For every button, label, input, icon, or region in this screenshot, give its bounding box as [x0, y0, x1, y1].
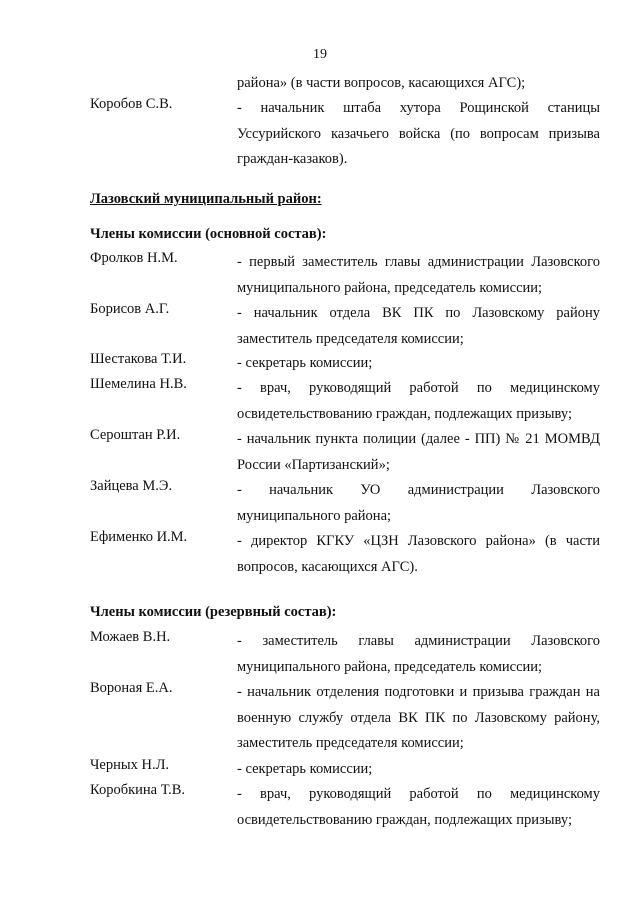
text-line: - начальник отделения подготовки и призыва граждан на	[237, 684, 600, 700]
member-name: Фролков Н.М.	[90, 250, 178, 266]
member-name: Сероштан Р.И.	[90, 427, 181, 443]
member-name: Зайцева М.Э.	[90, 478, 173, 494]
text-line: освидетельствованию граждан, подлежащих призыву;	[237, 405, 572, 422]
member-name: Черных Н.Л.	[90, 757, 170, 773]
text-line: освидетельствованию граждан, подлежащих призыву;	[237, 811, 572, 828]
text-line: Уссурийского казачьего войска (по вопросам призыва	[237, 125, 600, 142]
text-line: - врач, руководящий работой по медицинскому	[237, 786, 600, 802]
text-line: военную службу отдела ВК ПК по Лазовскому району,	[237, 709, 600, 726]
text-line: муниципального района, председатель комиссии;	[237, 279, 543, 296]
text-line: - секретарь комиссии;	[237, 761, 373, 777]
page-number: 19	[313, 47, 327, 62]
text-line: - начальник УО администрации Лазовского	[237, 482, 600, 498]
text-line: заместитель председателя комиссии;	[237, 330, 464, 347]
text-line: муниципального района;	[237, 507, 392, 524]
text-line: - начальник пункта полиции (далее - ПП) № 21 МОМВД	[237, 431, 600, 447]
member-name: Коробкина Т.В.	[90, 782, 186, 798]
text-line: - заместитель главы администрации Лазовского	[237, 633, 600, 649]
text-line: - директор КГКУ «ЦЗН Лазовского района» (в части	[237, 533, 600, 549]
text-line: - начальник штаба хутора Рощинской станицы	[237, 100, 600, 116]
member-name: Вороная Е.А.	[90, 680, 173, 696]
main-composition-heading: Члены комиссии (основной состав):	[90, 226, 327, 242]
member-name: Борисов А.Г.	[90, 301, 170, 317]
member-name: Ефименко И.М.	[90, 529, 188, 545]
text-line: вопросов, касающихся АГС).	[237, 558, 418, 575]
member-name: Можаев В.Н.	[90, 629, 171, 645]
district-heading: Лазовский муниципальный район:	[90, 191, 322, 207]
text-line: России «Партизанский»;	[237, 456, 390, 473]
text-line: - начальник отдела ВК ПК по Лазовскому району	[237, 305, 600, 321]
member-name: Шестакова Т.И.	[90, 351, 187, 367]
member-name: Коробов С.В.	[90, 96, 173, 112]
text-line: муниципального района, председатель комиссии;	[237, 658, 543, 675]
text-line: - секретарь комиссии;	[237, 355, 373, 371]
text-line: района» (в части вопросов, касающихся АГС);	[237, 75, 526, 91]
text-line: - врач, руководящий работой по медицинскому	[237, 380, 600, 396]
text-line: заместитель председателя комиссии;	[237, 735, 464, 751]
text-line: граждан-казаков).	[237, 151, 348, 167]
text-line: - первый заместитель главы администрации Лазовского	[237, 254, 600, 270]
reserve-composition-heading: Члены комиссии (резервный состав):	[90, 604, 337, 620]
member-name: Шемелина Н.В.	[90, 376, 187, 392]
